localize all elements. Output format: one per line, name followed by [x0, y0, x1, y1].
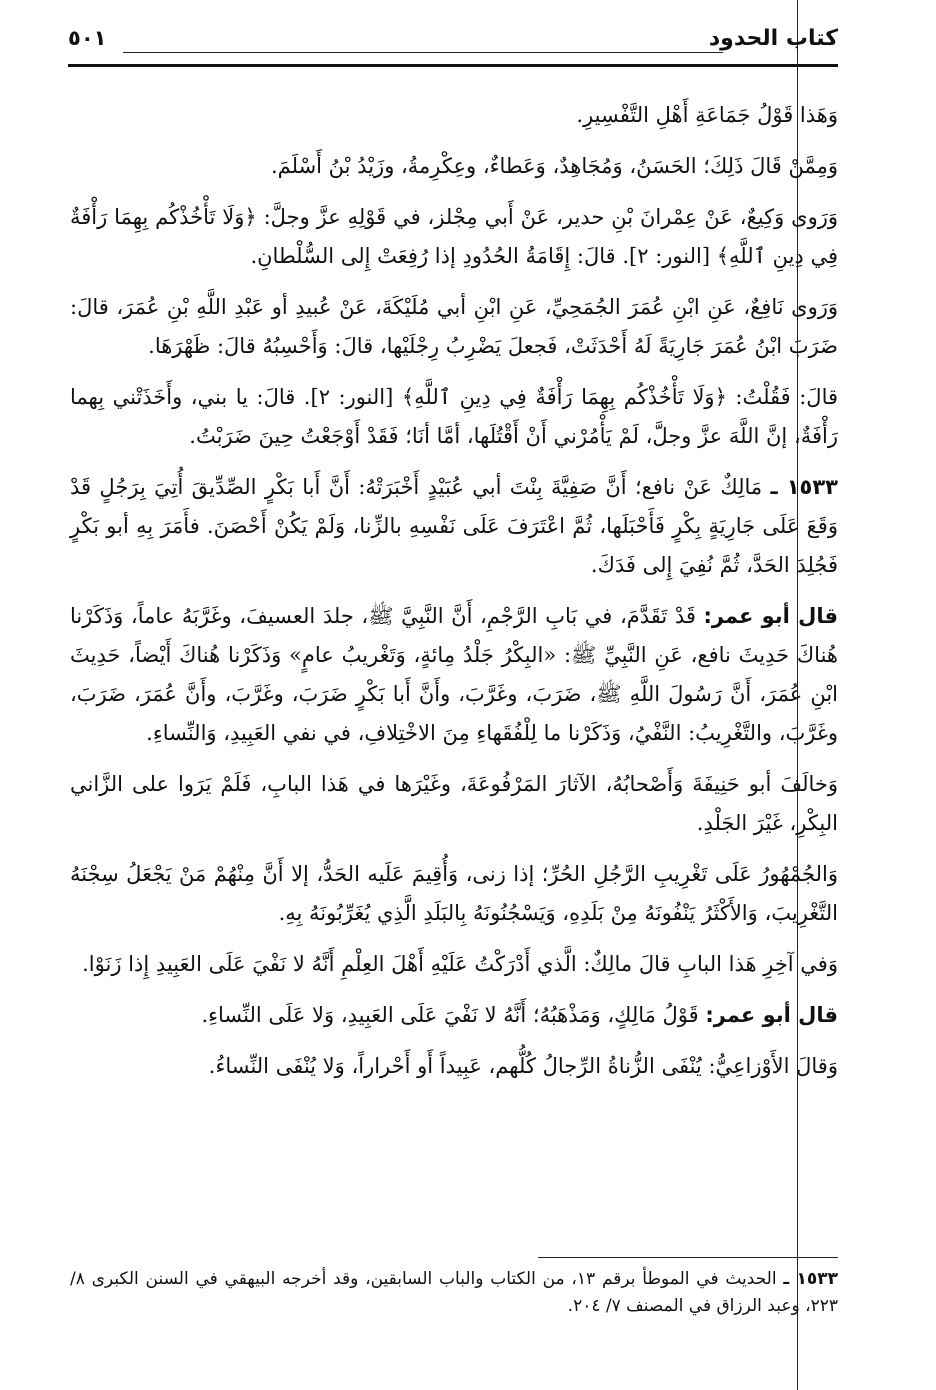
commentary-lead: قال أبو عمر: [705, 1003, 838, 1027]
paragraph: وَالجُمْهُورُ عَلَى تَغْرِيبِ الرَّجُلِ الحُرِّ؛ إذا زنى، وَأُقِيمَ عَلَيه الحَدُّ، إلا أَنَّ مِنْهُمْ مَنْ يَجْعَلُ سِجْنَهُ التَّغْرِيبَ، وَالأَكْثَرُ يَنْفُونَهُ مِنْ بَلَدِهِ، وَيَسْجُنُونَهُ بِالبَلَدِ الَّذِي يُغَرِّبُونَهُ بِهِ. [70, 862, 838, 925]
paragraph: وَفي آخِرِ هَذا البابِ قالَ مالِكٌ: الَّذي أَدْرَكْتُ عَلَيْهِ أَهْلَ العِلْمِ أَنَّهُ لا نَفْيَ عَلَى العَبِيدِ إِذا زَنَوْا. [82, 952, 838, 976]
paragraph: وَقالَ الأَوْزاعِيُّ: يُنْفَى الزُّناةُ الرِّجالُ كُلُّهم، عَبِيداً أَو أَحْراراً، وَلا يُنْفَى النِّساءُ. [208, 1054, 838, 1078]
footnote-text: الحديث في الموطأ برقم ١٣، من الكتاب والباب السابقين، وقد أخرجه البيهقي في السنن الكبرى ٨/ ٢٢٣، وعبد الرزاق في المصنف ٧/ ٢٠٤. [70, 1269, 838, 1316]
page-number: ٥٠١ [68, 26, 107, 50]
hadith-paragraph: ١٥٣٣ ـ مَالِكٌ عَنْ نافع؛ أَنَّ صَفِيَّةَ بِنْتَ أبي عُبَيْدٍ أَخْبَرَتْهُ: أَنَّ أَبا بَكْرٍ الصِّدِّيقَ أُتِيَ بِرَجُلٍ قَدْ وَقَعَ عَلَى جَارِيَةٍ بِكْرٍ فَأَحْبَلَها، ثُمَّ اعْتَرَفَ عَلَى نَفْسِهِ بالزِّنا، وَلَمْ يَكُنْ أَحْصَنَ. فأَمَرَ بِهِ أبو بَكْرٍ فَجُلِدَ الحَدَّ، ثُمَّ نُفِيَ إِلى فَدَكَ. [70, 475, 838, 577]
main-text [70, 96, 838, 1098]
commentary-paragraph: قال أبو عمر: قَوْلُ مَالِكٍ، وَمَذْهَبُهُ؛ أَنَّهُ لا نَفْيَ عَلَى العَبِيدِ، وَلا عَلَى النِّساءِ. [201, 1003, 838, 1027]
paragraph: وَمِمَّنْ قَالَ ذَلِكَ؛ الحَسَنُ، وَمُجَاهِدٌ، وَعَطاءٌ، وعِكْرِمةُ، وزَيْدُ بْنُ أَسْلَمَ. [270, 154, 838, 178]
page-header [68, 22, 838, 62]
paragraph: قالَ: فَقُلْتُ: ﴿وَلَا تَأْخُذْكُم بِهِمَا رَأْفَةٌ فِي دِينِ ٱللَّهِ﴾ [النور: ٢]. قالَ: يا بني، وأَخَذَتْني بِهما رَأْفَةٌ، إنَّ اللَّهَ عزَّ وجلَّ، لَمْ يَأْمُرْني أَنْ أَقْتُلَها، أمَّا أنَا؛ فَقَدْ أَوْجَعْتُ حِينَ ضَرَبْتُ. [70, 385, 838, 448]
footnote-rule [538, 1257, 838, 1258]
footnote-number: ١٥٣٣ ـ [783, 1269, 838, 1289]
header-dash-rule [123, 52, 723, 53]
chapter-title: كتاب الحدود [708, 26, 838, 51]
commentary-lead: قال أبو عمر: [703, 604, 838, 628]
footnote [70, 1266, 838, 1320]
paragraph: وَرَوى وَكِيعٌ، عَنْ عِمْرانَ بْنِ حدير، عَنْ أَبي مِجْلز، في قَوْلِهِ عزَّ وجلَّ: ﴿وَلَا تَأْخُذْكُم بِهِمَا رَأْفَةٌ فِي دِينِ ٱللَّهِ﴾ [النور: ٢]. قالَ: إِقَامَةُ الحُدُودِ إذا رُفِعَتْ إِلى السُّلْطانِ. [70, 205, 838, 268]
paragraph: وَرَوى نَافِعٌ، عَنِ ابْنِ عُمَرَ الجُمَحِيِّ، عَنِ ابْنِ أبي مُلَيْكَةَ، عَنْ عُبيدِ أو عَبْدِ اللَّهِ بْنِ عُمَرَ، قالَ: ضَرَبَ ابْنُ عُمَرَ جَارِيَةً لَهُ أَحْدَثَتْ، فَجعلَ يَضْرِبُ رِجْلَيْها، قالَ: وَأَحْسِبُهُ قالَ: ظَهْرَهَا. [70, 295, 838, 358]
hadith-number: ١٥٣٣ ـ [770, 475, 838, 499]
paragraph: وَخالَفَ أبو حَنِيفَةَ وَأَصْحابُهُ، الآثارَ المَرْفُوعَةَ، وغَيْرَها في هَذا البابِ، فَلَمْ يَرَوا على الزَّاني البِكْرِ، غَيْرَ الجَلْدِ. [70, 772, 839, 835]
header-rule [68, 64, 838, 67]
commentary-paragraph: قال أبو عمر: قَدْ تَقَدَّمَ، في بَابِ الرَّجْمِ، أَنَّ النَّبِيَّ ﷺ، جلدَ العسيفَ، وغَرَّبَهُ عاماً، وَذَكَرْنا هُناكَ حَدِيثَ نافع، عَنِ النَّبِيِّ ﷺ: «البِكْرُ جَلْدُ مِائةٍ، وَتَغْريبُ عامٍ» وَذَكَرْنا هُناكَ أَيْضاً، حَدِيثَ ابْنِ عُمَرَ، أَنَّ رَسُولَ اللَّهِ ﷺ، ضَرَبَ، وغَرَّبَ، وأَنَّ أَبا بَكْرٍ ضَرَبَ، وغَرَّبَ، وأَنَّ عُمَرَ، ضَرَبَ، وغَرَّبَ، والتَّغْرِيبُ: النَّفْيُ، وَذَكَرْنا ما لِلْفُقَهاءِ مِنَ الاخْتِلافِ، في نفي العَبِيدِ، وَالنِّساءِ. [70, 604, 838, 745]
paragraph: وَهَذا قَوْلُ جَمَاعَةِ أَهْلِ التَّفْسِيرِ. [576, 103, 838, 127]
